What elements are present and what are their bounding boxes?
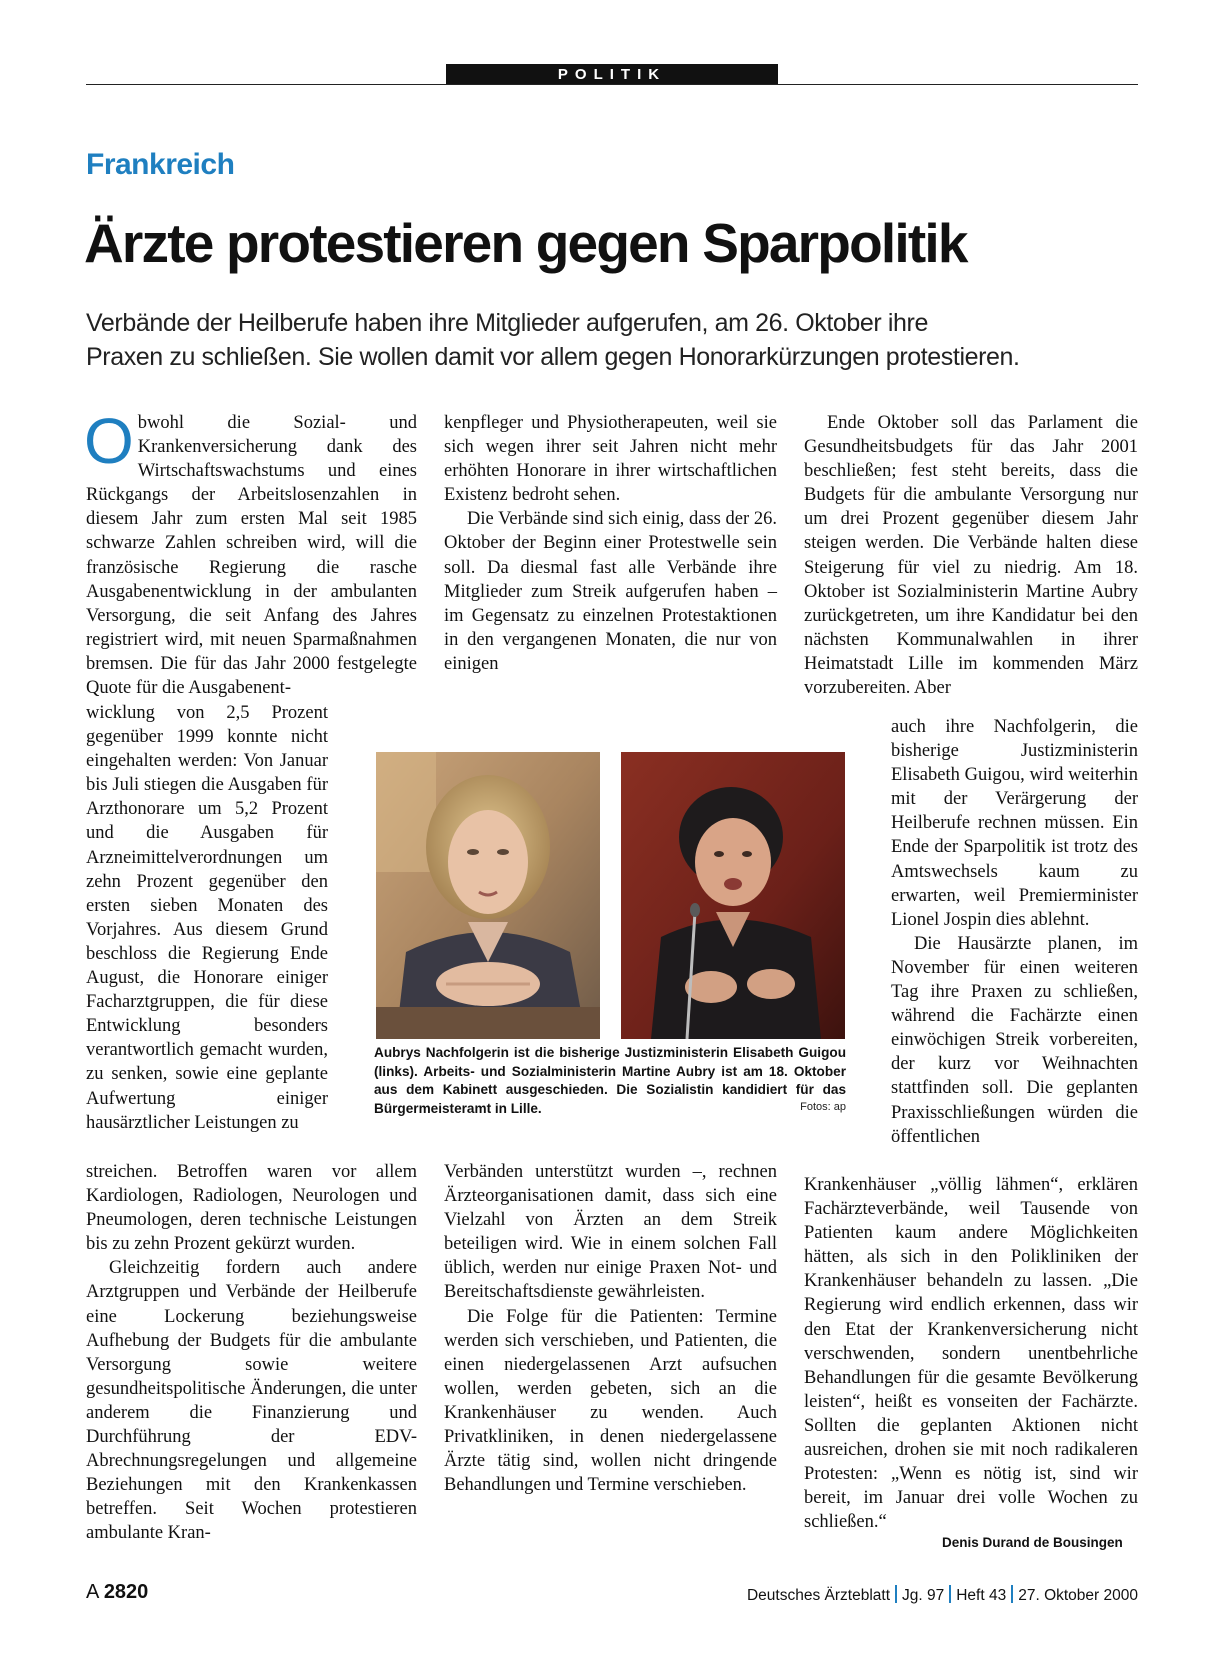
col1-paragraph-1-top: bwohl die Sozial- und Krankenversicherung dank des Wirtschaftswachstums und eines Rückgangs der Arbeitslosenzahlen in diesem Jahr zum ersten Mal seit 1985 schwarze Zahlen schreiben wird, will die französische Regierung die rasche Ausgabenentwicklung in der ambulanten Versorgung, die seit Anfang des Jahres registriert wird, mit neuen Sparmaßnahmen bremsen. Die für das Jahr 2000 festgelegte Quote für die Ausgabenent- (86, 413, 417, 699)
dek (86, 306, 1146, 374)
column-1-top (84, 405, 417, 700)
page-number: 2820 (103, 1581, 149, 1603)
column-3-middle (891, 715, 1138, 1149)
column-1-bottom (86, 1160, 417, 1546)
header-rule (86, 84, 1138, 85)
photo-caption: Aubrys Nachfolgerin ist die bisherige Justizministerin Elisabeth Guigou (links). Arbeits- und Sozialministerin Martine Aubry ist am 18. Oktober aus dem Kabinett ausgeschieden. Die Sozialistin kandidiert für das Bürgermeisteramt in Lille. (374, 1045, 846, 1116)
dropcap: O (84, 405, 134, 477)
dek-line-1: Verbände der Heilberufe haben ihre Mitglieder aufgerufen, am 26. Oktober ihre (86, 309, 928, 337)
footer-separator (1011, 1585, 1013, 1603)
footer-separator (895, 1585, 897, 1603)
photo-guigou-image (376, 752, 600, 1039)
column-3-top (804, 411, 1138, 700)
col3-paragraph-2-middle: Die Hausärzte planen, im November für einen weiteren Tag ihre Praxen zu schließen, während die Fachärzte einen einwöchigen Streik vorbereiten, der kurz vor Weihnachten stattfinden soll. Die geplanten Praxisschließungen würden die öffentlichen (891, 933, 1138, 1147)
kicker: Frankreich (86, 148, 235, 181)
col2-paragraph-1: kenpfleger und Physiotherapeuten, weil sie sich wegen ihrer seit Jahren nicht mehr erhöhten Honorare in ihrer wirtschaftlichen Existenz bedroht sehen. (444, 413, 777, 506)
photo-aubry (621, 752, 845, 1039)
headline: Ärzte protestieren gegen Sparpolitik (84, 212, 967, 274)
footer-separator (949, 1585, 951, 1603)
column-1-middle (86, 701, 328, 1135)
col1-paragraph-1-middle: wicklung von 2,5 Prozent gegenüber 1999 konnte nicht eingehalten werden: Von Januar bis Juli stiegen die Ausgaben für Arzthonorare um 5,2 Prozent und die Ausgaben für Arzneimittelverordnungen um zehn Prozent gegenüber den ersten sieben Monaten des Vorjahres. Aus diesem Grund beschloss die Regierung Ende August, die Honorare einiger Facharztgruppen, die für diese Entwicklung besonders verantwortlich gemacht wurden, zu senken, sowie eine geplante Aufwertung einiger hausärztlicher Leistungen zu (86, 703, 328, 1133)
col3-paragraph-2-bottom: Krankenhäuser „völlig lähmen“, erklären Fachärzteverbände, weil Tausende von Patienten kaum andere Möglichkeiten hätten, als sich in den Polikliniken der Krankenhäuser behandeln zu lassen. „Die Regierung wird endlich erkennen, dass wir den Etat der Krankenversicherung nicht verschwenden, sondern unentbehrliche Behandlungen für die gesamte Bevölkerung leisten“, heißt es vonseiten der Fachärzte. Sollten die geplanten Aktionen nicht ausreichen, drohen sie mit noch radikaleren Protesten: „Wenn es nötig ist, sind wir bereit, im Januar drei volle Wochen zu schließen.“ (804, 1175, 1138, 1533)
footer-publication (747, 1585, 1138, 1605)
column-2-top (444, 411, 777, 676)
dek-line-2: Praxen zu schließen. Sie wollen damit vor allem gegen Honorarkürzungen protestieren. (86, 343, 1020, 371)
journal-date: 27. Oktober 2000 (1018, 1587, 1138, 1604)
section-label: POLITIK (446, 64, 778, 85)
page-folio (86, 1581, 148, 1604)
photo-credit: Fotos: ap (800, 1101, 846, 1113)
col2-paragraph-3: Verbänden unterstützt wurden –, rechnen Ärzteorganisationen damit, dass sich eine Vielzahl von Ärzten an dem Streik beteiligen wird. Wie in einem solchen Fall üblich, werden nur einige Praxen Not- und Bereitschaftsdienste gewährleisten. (444, 1162, 777, 1303)
journal-name: Deutsches Ärzteblatt (746, 1587, 890, 1604)
photo-aubry-image (621, 752, 845, 1039)
col1-paragraph-1-bottom: streichen. Betroffen waren vor allem Kardiologen, Radiologen, Neurologen und Pneumologen, deren technische Leistungen bis zu zehn Prozent gekürzt wurden. (86, 1162, 417, 1255)
column-3-bottom (804, 1173, 1138, 1534)
author-byline: Denis Durand de Bousingen (942, 1535, 1123, 1550)
col1-paragraph-2: Gleichzeitig fordern auch andere Arztgruppen und Verbände der Heilberufe eine Lockerung beziehungsweise Aufhebung der Budgets für die ambulante Versorgung sowie weitere gesundheitspolitische Änderungen, die unter anderem die Finanzierung und Durchführung der EDV-Abrechnungsregelungen und allgemeine Beziehungen mit den Krankenkassen betreffen. Seit Wochen protestieren ambulante Kran- (86, 1258, 417, 1544)
page-prefix: A (86, 1581, 99, 1603)
col2-paragraph-2: Die Verbände sind sich einig, dass der 26. Oktober der Beginn einer Protestwelle sein soll. Da diesmal fast alle Verbände ihre Mitglieder zum Streik aufgerufen haben – im Gegensatz zu einzelnen Protestaktionen in den vergangenen Monaten, die nur von einigen (444, 509, 777, 674)
journal-issue: Heft 43 (956, 1587, 1007, 1604)
column-2-bottom (444, 1160, 777, 1497)
col3-paragraph-1-middle: auch ihre Nachfolgerin, die bisherige Justizministerin Elisabeth Guigou, wird weiterhin mit der Verärgerung der Heilberufe rechnen müssen. Ein Ende der Sparpolitik ist trotz des Amtswechsels kaum zu erwarten, weil Premierminister Lionel Jospin dies ablehnt. (891, 717, 1138, 930)
col2-paragraph-4: Die Folge für die Patienten: Termine werden sich verschieben, und Patienten, die einen niedergelassenen Arzt aufsuchen wollen, werden gebeten, sich an die Krankenhäuser zu wenden. Auch Privatkliniken, in denen niedergelassene Ärzte tätig sind, wollen nicht dringende Behandlungen und Termine verschieben. (444, 1306, 777, 1496)
journal-volume: Jg. 97 (902, 1587, 945, 1604)
col3-paragraph-1-top: Ende Oktober soll das Parlament die Gesundheitsbudgets für das Jahr 2001 beschließen; fest steht bereits, dass die Budgets für die ambulante Versorgung nur um drei Prozent gegenüber diesem Jahr steigen werden. Die Verbände halten diese Steigerung für viel zu niedrig. Am 18. Oktober ist Sozialministerin Martine Aubry zurückgetreten, um ihre Kandidatur bei den nächsten Kommunalwahlen in ihrer Heimatstadt Lille im kommenden März vorzubereiten. Aber (804, 413, 1138, 699)
photo-guigou (376, 752, 600, 1039)
